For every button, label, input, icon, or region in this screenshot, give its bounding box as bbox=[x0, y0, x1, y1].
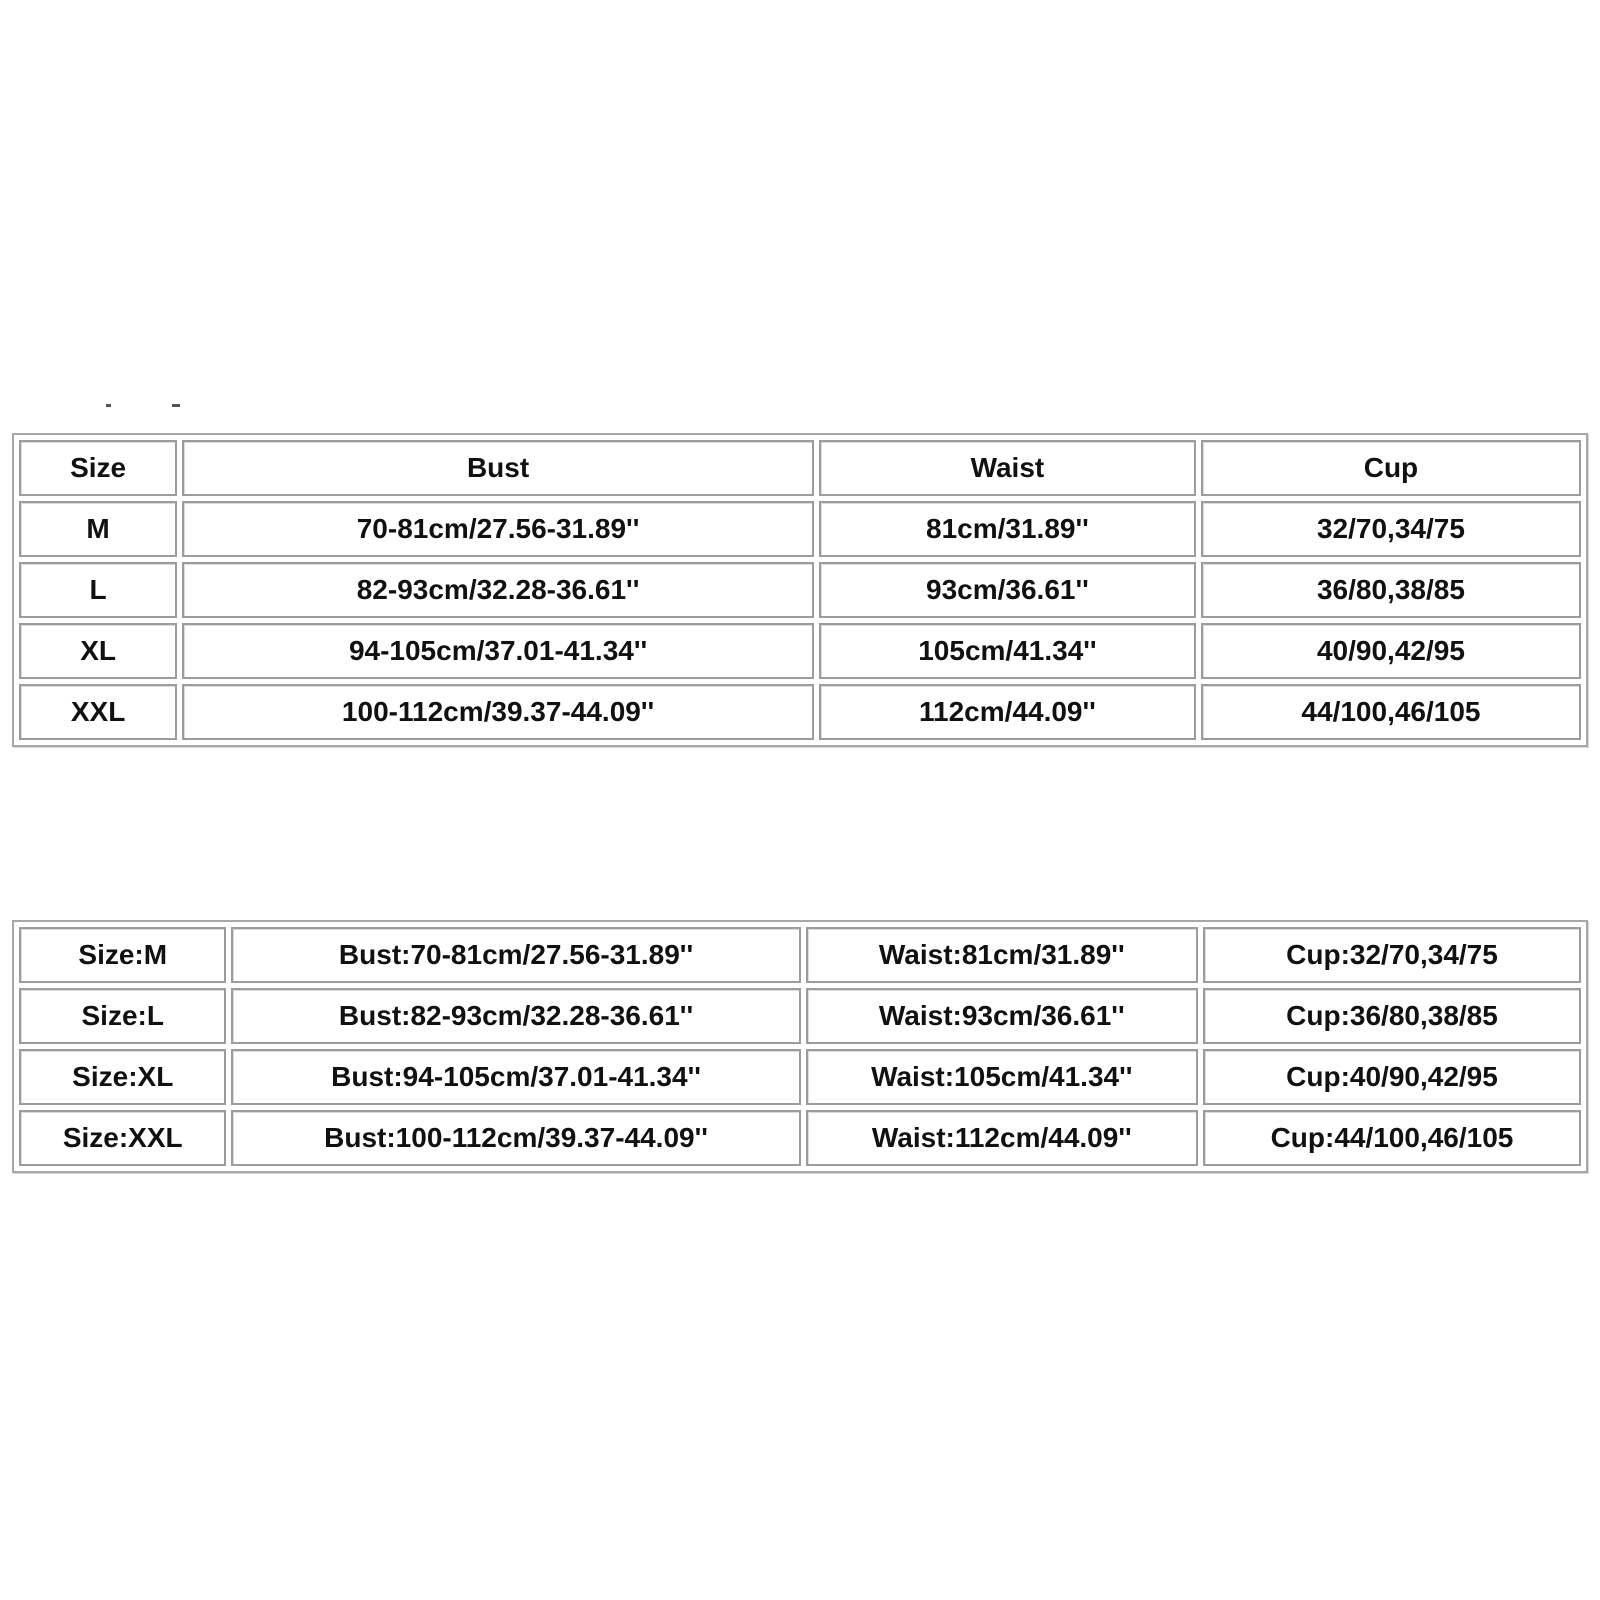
table-row bbox=[19, 988, 1581, 1044]
waist-cell: Waist:105cm/41.34'' bbox=[806, 1049, 1198, 1105]
bust-cell: Bust:94-105cm/37.01-41.34'' bbox=[231, 1049, 800, 1105]
header-size: Size bbox=[19, 440, 177, 496]
size-chart-labeled-table bbox=[12, 920, 1588, 1173]
bust-cell: 100-112cm/39.37-44.09'' bbox=[182, 684, 814, 740]
bust-cell: Bust:100-112cm/39.37-44.09'' bbox=[231, 1110, 800, 1166]
cup-cell: 32/70,34/75 bbox=[1201, 501, 1581, 557]
waist-cell: 105cm/41.34'' bbox=[819, 623, 1196, 679]
stray-marks bbox=[100, 404, 190, 410]
cup-cell: 40/90,42/95 bbox=[1201, 623, 1581, 679]
table-row bbox=[19, 623, 1581, 679]
cup-cell: Cup:32/70,34/75 bbox=[1203, 927, 1581, 983]
cup-cell: Cup:44/100,46/105 bbox=[1203, 1110, 1581, 1166]
bust-cell: Bust:70-81cm/27.56-31.89'' bbox=[231, 927, 800, 983]
header-waist: Waist bbox=[819, 440, 1196, 496]
size-chart-table bbox=[12, 433, 1588, 747]
size-cell: Size:L bbox=[19, 988, 226, 1044]
size-cell: Size:XL bbox=[19, 1049, 226, 1105]
header-bust: Bust bbox=[182, 440, 814, 496]
table-row bbox=[19, 927, 1581, 983]
size-cell: M bbox=[19, 501, 177, 557]
table-row bbox=[19, 1110, 1581, 1166]
size-cell: L bbox=[19, 562, 177, 618]
size-cell: XL bbox=[19, 623, 177, 679]
bust-cell: 94-105cm/37.01-41.34'' bbox=[182, 623, 814, 679]
waist-cell: 81cm/31.89'' bbox=[819, 501, 1196, 557]
header-cup: Cup bbox=[1201, 440, 1581, 496]
table-header-row bbox=[19, 440, 1581, 496]
table-row bbox=[19, 684, 1581, 740]
cup-cell: Cup:36/80,38/85 bbox=[1203, 988, 1581, 1044]
cup-cell: 44/100,46/105 bbox=[1201, 684, 1581, 740]
waist-cell: Waist:112cm/44.09'' bbox=[806, 1110, 1198, 1166]
cup-cell: 36/80,38/85 bbox=[1201, 562, 1581, 618]
size-cell: Size:XXL bbox=[19, 1110, 226, 1166]
waist-cell: Waist:93cm/36.61'' bbox=[806, 988, 1198, 1044]
waist-cell: 93cm/36.61'' bbox=[819, 562, 1196, 618]
waist-cell: Waist:81cm/31.89'' bbox=[806, 927, 1198, 983]
table-row bbox=[19, 1049, 1581, 1105]
table-row bbox=[19, 501, 1581, 557]
bust-cell: 70-81cm/27.56-31.89'' bbox=[182, 501, 814, 557]
bust-cell: Bust:82-93cm/32.28-36.61'' bbox=[231, 988, 800, 1044]
bust-cell: 82-93cm/32.28-36.61'' bbox=[182, 562, 814, 618]
size-cell: Size:M bbox=[19, 927, 226, 983]
waist-cell: 112cm/44.09'' bbox=[819, 684, 1196, 740]
cup-cell: Cup:40/90,42/95 bbox=[1203, 1049, 1581, 1105]
size-cell: XXL bbox=[19, 684, 177, 740]
table-row bbox=[19, 562, 1581, 618]
